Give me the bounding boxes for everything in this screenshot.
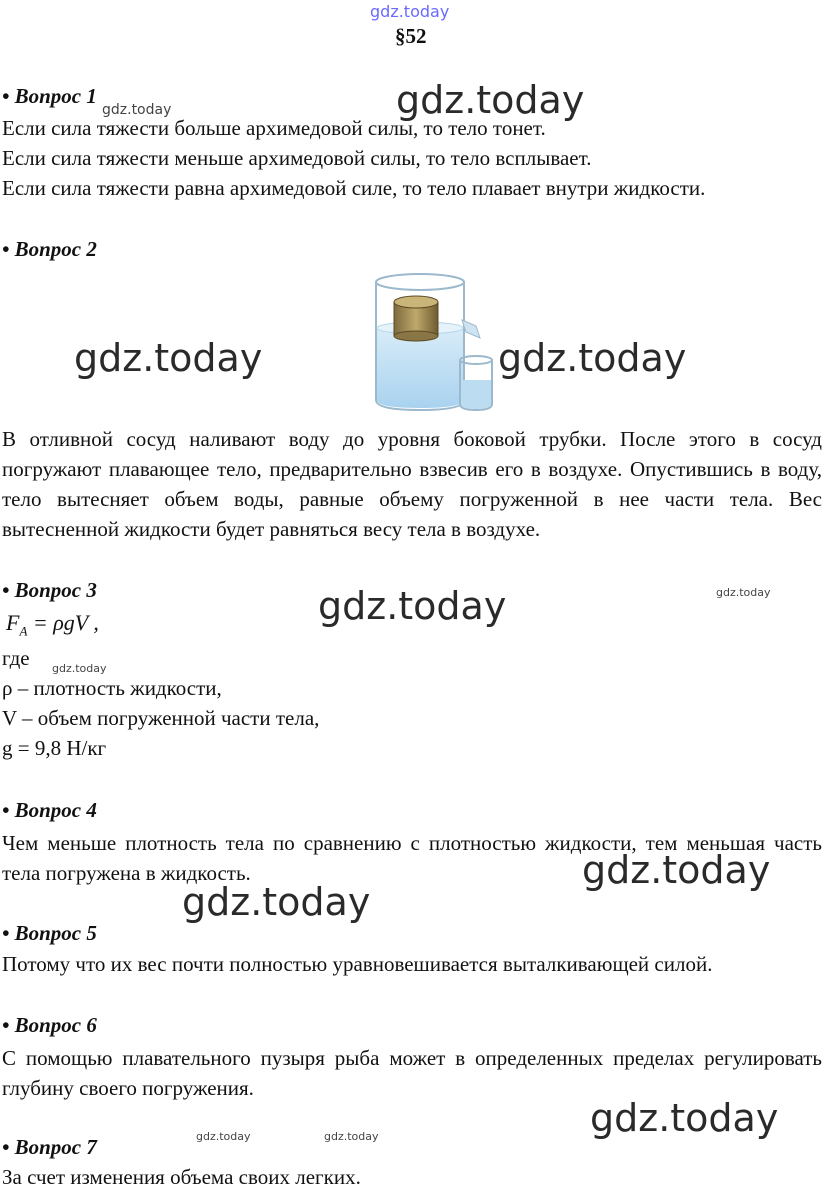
question-7-title: • Вопрос 7: [2, 1135, 97, 1159]
question-6-title: • Вопрос 6: [2, 1013, 97, 1037]
formula-archimedes: [6, 610, 99, 639]
question-7-text: За счет изменения объема своих легких.: [2, 1165, 361, 1189]
watermark: gdz.today: [324, 1130, 379, 1143]
watermark: gdz.today: [52, 662, 107, 675]
watermark: gdz.today: [498, 336, 687, 380]
question-5-text: Потому что их вес почти полностью уравновешивается выталкивающей силой.: [2, 952, 713, 976]
watermark: gdz.today: [102, 102, 172, 118]
question-3-where: где: [2, 646, 30, 670]
question-1-line-3: Если сила тяжести равна архимедовой силе, то тело плавает внутри жидкости.: [2, 176, 706, 200]
question-1-line-2: Если сила тяжести меньше архимедовой силы, то тело всплывает.: [2, 146, 592, 170]
question-4-title: • Вопрос 4: [2, 798, 97, 822]
question-5-title: • Вопрос 5: [2, 921, 97, 945]
question-4-text: Чем меньше плотность тела по сравнению с плотностью жидкости, тем меньшая часть тела погружена в жидкость.: [2, 831, 822, 885]
question-3-line-2: V – объем погруженной части тела,: [2, 706, 320, 730]
overflow-vessel-illustration: [348, 268, 508, 418]
watermark: gdz.today: [396, 78, 585, 122]
header-watermark: gdz.today: [370, 2, 450, 21]
watermark: gdz.today: [318, 584, 507, 628]
watermark: gdz.today: [582, 848, 771, 892]
watermark: gdz.today: [590, 1096, 779, 1140]
question-2-title: • Вопрос 2: [2, 237, 97, 261]
question-3-title: • Вопрос 3: [2, 578, 97, 602]
watermark: gdz.today: [182, 880, 371, 924]
question-1-title: • Вопрос 1: [2, 84, 97, 108]
question-3-line-3: g = 9,8 Н/кг: [2, 736, 107, 760]
question-2-text: В отливной сосуд наливают воду до уровня боковой трубки. После этого в сосуд погружают плавающее тело, предварительно взвесив его в воздухе. Опустившись в воду, тело вытесняет объем воды, равные объему погруженной в нее части тела. Вес вытесненной жидкости будет равняться весу тела в воздухе.: [2, 427, 822, 541]
question-3-line-1: ρ – плотность жидкости,: [2, 676, 222, 700]
page-title: §52: [395, 24, 427, 48]
watermark: gdz.today: [716, 586, 771, 599]
watermark: gdz.today: [196, 1130, 251, 1143]
question-1-line-1: Если сила тяжести больше архимедовой силы, то тело тонет.: [2, 116, 546, 140]
question-6-text: С помощью плавательного пузыря рыба может в определенных пределах регулировать глубину своего погружения.: [2, 1046, 822, 1100]
formula-subscript: A: [19, 623, 28, 639]
formula-rhs: = ρgV ,: [27, 610, 99, 635]
formula-force-symbol: F: [6, 610, 20, 635]
watermark: gdz.today: [74, 336, 263, 380]
